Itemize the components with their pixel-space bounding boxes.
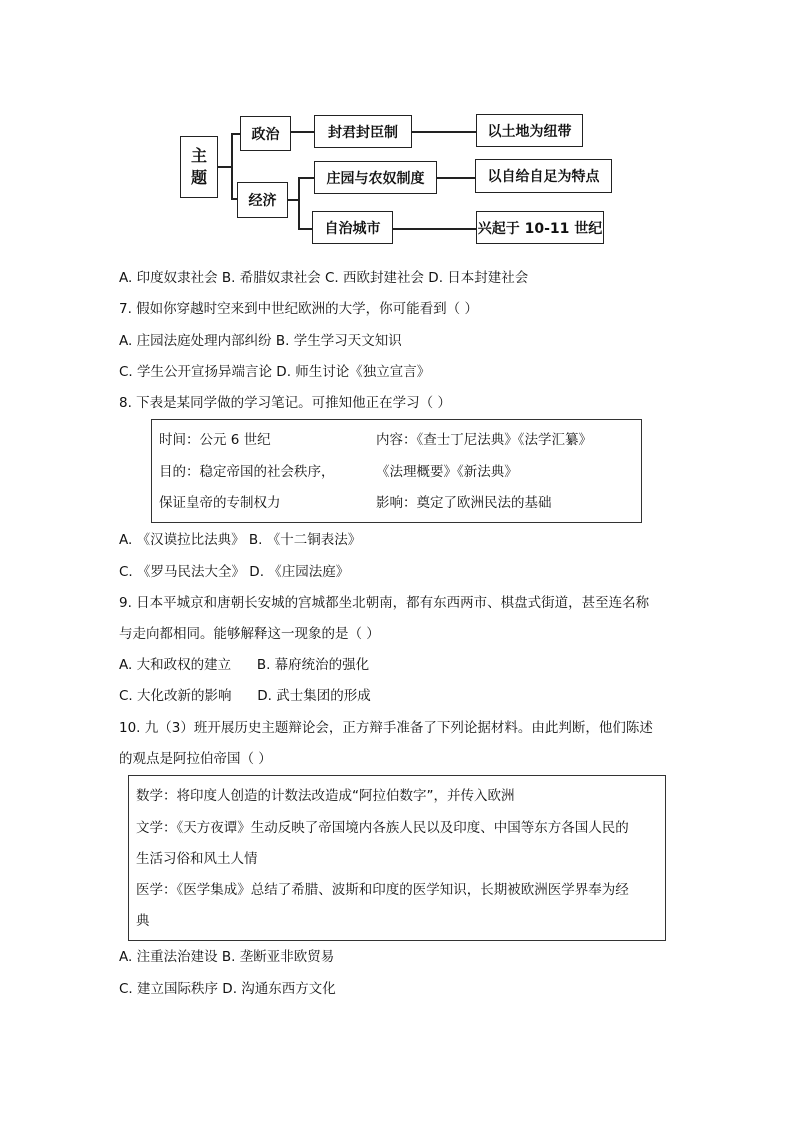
q10-material-line: 生活习俗和风土人情 (136, 851, 258, 867)
q10-material-box (128, 775, 666, 941)
q10-material-line: 文学：《天方夜谭》生动反映了帝国境内各族人民以及印度、中国等东方各国人民的 (136, 820, 629, 836)
q6-options: A. 印度奴隶社会 B. 希腊奴隶社会 C. 西欧封建社会 D. 日本封建社会 (119, 270, 529, 286)
q10-options-cd: C. 建立国际秩序 D. 沟通东西方文化 (119, 981, 336, 997)
q10-stem-line1: 10. 九（3）班开展历史主题辩论会，正方辩手准备了下列论据材料。由此判断，他们陈述 (119, 720, 653, 736)
q7-options-cd: C. 学生公开宣扬异端言论 D. 师生讨论《独立宣言》 (119, 364, 431, 380)
diagram-economy-box: 经济 (237, 182, 288, 218)
q8-cell: 时间：公元 6 世纪 (159, 432, 271, 448)
q7-stem: 7. 假如你穿越时空来到中世纪欧洲的大学，你可能看到（ ） (119, 301, 478, 317)
q9-stem-line2: 与走向都相同。能够解释这一现象的是（ ） (119, 626, 380, 642)
q9-stem-line1: 9. 日本平城京和唐朝长安城的宫城都坐北朝南，都有东西两市、棋盘式街道，甚至连名称 (119, 595, 650, 611)
connector (218, 166, 232, 168)
q8-options-ab: A. 《汉谟拉比法典》 B. 《十二铜表法》 (119, 532, 362, 548)
diagram-manor-box: 庄园与农奴制度 (314, 161, 437, 194)
q10-stem-line2: 的观点是阿拉伯帝国（ ） (119, 751, 272, 767)
connector (231, 133, 240, 135)
q8-stem: 8. 下表是某同学做的学习笔记。可推知他正在学习（ ） (119, 395, 451, 411)
q8-cell: 《法理概要》《新法典》 (376, 464, 518, 480)
diagram-city-box: 自治城市 (312, 211, 393, 244)
connector (412, 131, 476, 133)
diagram-feudal-box: 封君封臣制 (314, 115, 412, 148)
q8-notes-table (151, 419, 642, 523)
connector (291, 131, 314, 133)
q10-material-line: 数学：将印度人创造的计数法改造成“阿拉伯数字”，并传入欧洲 (136, 788, 515, 804)
q7-options-ab: A. 庄园法庭处理内部纠纷 B. 学生学习天文知识 (119, 333, 402, 349)
connector (298, 177, 300, 229)
connector (393, 228, 476, 230)
q8-cell: 目的：稳定帝国的社会秩序， (159, 464, 335, 480)
connector (437, 177, 475, 179)
q8-cell: 内容：《查士丁尼法典》《法学汇纂》 (376, 432, 592, 448)
q8-cell: 保证皇帝的专制权力 (159, 495, 281, 511)
q10-material-line: 典 (136, 913, 150, 929)
q8-options-cd: C. 《罗马民法大全》 D. 《庄园法庭》 (119, 564, 350, 580)
diagram-self-sufficient-box: 以自给自足为特点 (475, 159, 612, 193)
diagram-root-box: 主 题 (180, 136, 218, 198)
connector (298, 228, 312, 230)
connector (231, 133, 233, 199)
diagram-land-bond-box: 以土地为纽带 (476, 114, 583, 147)
connector (298, 177, 314, 179)
diagram-rise-box: 兴起于 10-11 世纪 (476, 211, 604, 244)
diagram-politics-box: 政治 (240, 116, 291, 151)
q9-options-ab: A. 大和政权的建立 B. 幕府统治的强化 (119, 657, 370, 673)
q8-cell: 影响：奠定了欧洲民法的基础 (376, 495, 552, 511)
q10-material-line: 医学：《医学集成》总结了希腊、波斯和印度的医学知识，长期被欧洲医学界奉为经 (136, 882, 629, 898)
q10-options-ab: A. 注重法治建设 B. 垄断亚非欧贸易 (119, 949, 335, 965)
q9-options-cd: C. 大化改新的影响 D. 武士集团的形成 (119, 688, 371, 704)
